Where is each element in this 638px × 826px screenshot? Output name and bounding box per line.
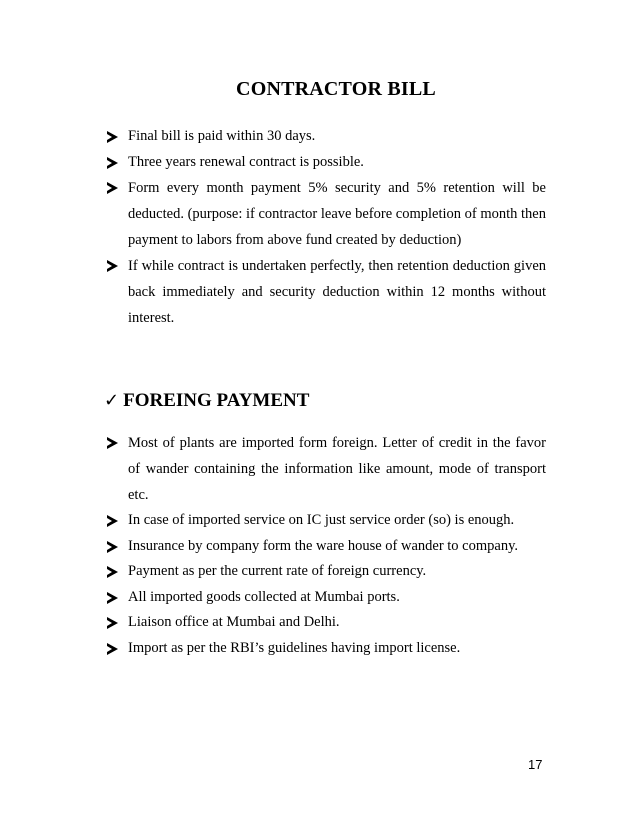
contractor-bill-list: [104, 124, 546, 331]
list-item-text: If while contract is undertaken perfectly, then retention deduction given back immediately and security deduction within 12 months without interest.: [128, 258, 546, 326]
list-item-text: Final bill is paid within 30 days.: [128, 128, 316, 144]
page-number: 17: [528, 757, 543, 772]
list-item: [104, 534, 546, 560]
list-item: [104, 559, 546, 585]
list-item-text: Form every month payment 5% security and 5% retention will be deducted. (purpose: if contractor leave before completion of month then payment to labors from above fund created by deduction): [128, 180, 546, 248]
list-item-text: Insurance by company form the ware house of wander to company.: [128, 537, 519, 554]
list-item-text: In case of imported service on IC just service order (so) is enough.: [128, 512, 515, 528]
list-item: [104, 610, 546, 636]
list-item: [104, 508, 546, 534]
list-item-text: All imported goods collected at Mumbai ports.: [128, 588, 400, 605]
section-heading: [104, 390, 309, 412]
section-heading-text: FOREING PAYMENT: [123, 390, 310, 411]
page-title: CONTRACTOR BILL: [236, 78, 436, 100]
list-item-text: Payment as per the current rate of foreign currency.: [128, 563, 427, 579]
list-item: [104, 253, 546, 331]
list-item: [104, 124, 546, 150]
list-item-text: Liaison office at Mumbai and Delhi.: [128, 614, 340, 630]
list-item: [104, 175, 546, 253]
list-item: [104, 636, 546, 662]
list-item: [104, 430, 546, 508]
list-item-text: Import as per the RBI’s guidelines having import license.: [128, 639, 461, 656]
list-item-text: Most of plants are imported form foreign. Letter of credit in the favor of wander containing the information like amount, mode of transport etc.: [128, 435, 546, 503]
foreign-payment-list: [104, 430, 546, 661]
check-mark-icon: ✓: [104, 390, 120, 411]
list-item-text: Three years renewal contract is possible.: [128, 153, 364, 170]
list-item: [104, 585, 546, 611]
list-item: [104, 150, 546, 176]
